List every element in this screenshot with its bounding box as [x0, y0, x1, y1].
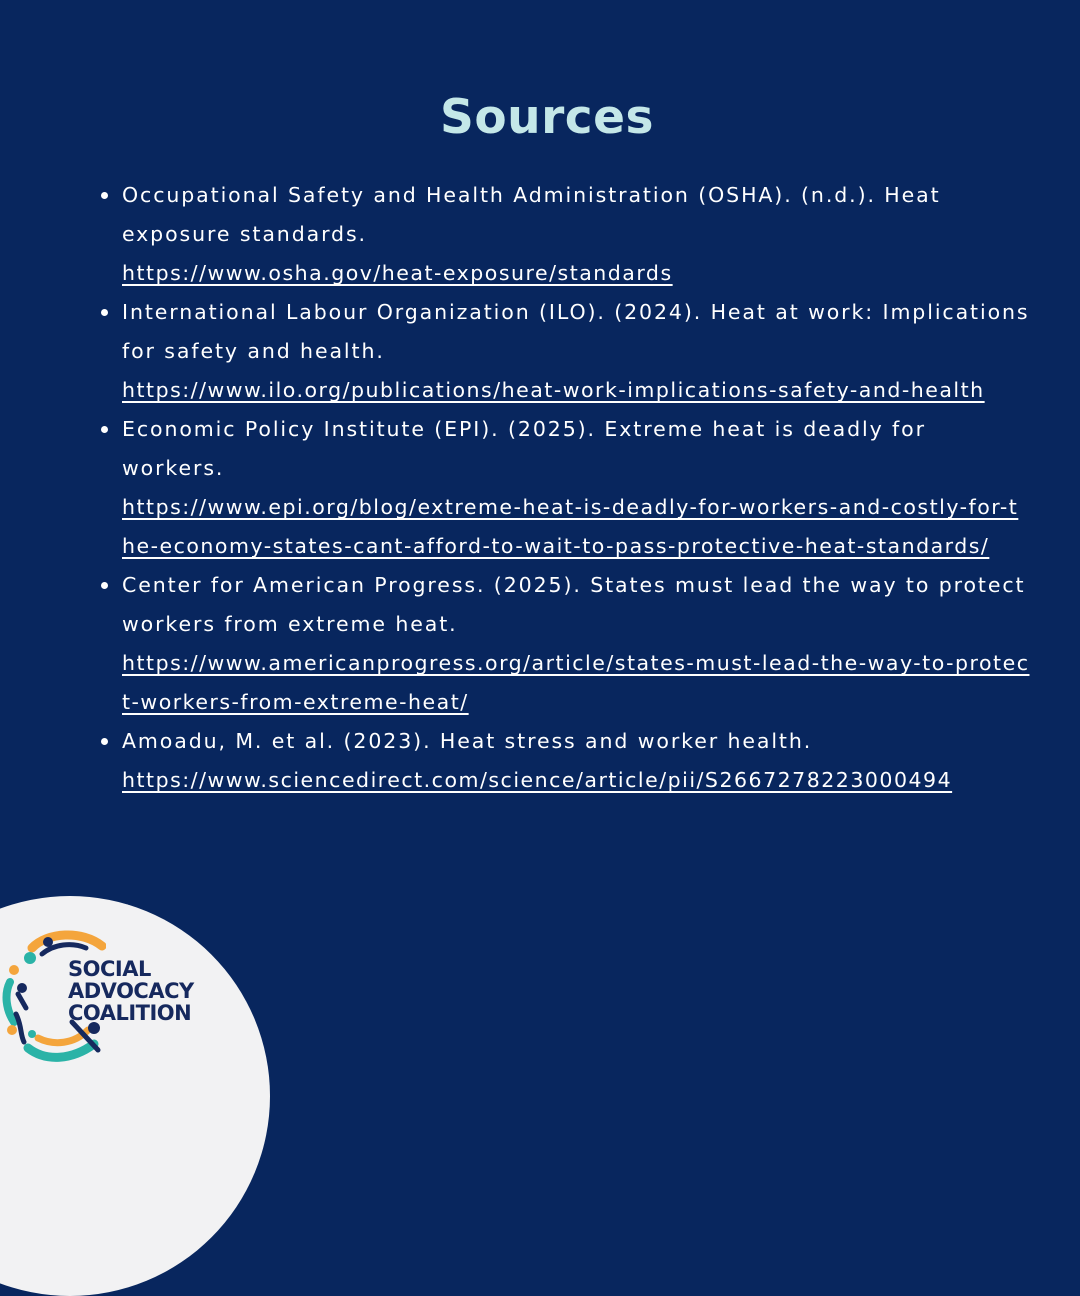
source-citation: Occupational Safety and Health Administration (OSHA). (n.d.). Heat exposure standards.	[122, 183, 941, 246]
source-link[interactable]: https://www.sciencedirect.com/science/article/pii/S2667278223000494	[122, 768, 953, 792]
logo-line-coalition: COALITION	[68, 1001, 192, 1025]
logo-line-social: SOCIAL	[68, 957, 151, 981]
source-item	[100, 722, 1030, 800]
source-item	[100, 176, 1030, 293]
page-title: Sources	[440, 90, 654, 145]
sources-list	[100, 176, 1030, 800]
source-link[interactable]: https://www.osha.gov/heat-exposure/standards	[122, 261, 673, 285]
source-link[interactable]: https://www.ilo.org/publications/heat-work-implications-safety-and-health	[122, 378, 985, 402]
bullet-icon	[101, 738, 108, 745]
bullet-icon	[101, 192, 108, 199]
source-item	[100, 410, 1030, 566]
source-citation: Center for American Progress. (2025). States must lead the way to protect workers from extreme heat.	[122, 573, 1026, 636]
bullet-icon	[101, 582, 108, 589]
source-link[interactable]: https://www.americanprogress.org/article/states-must-lead-the-way-to-protect-workers-from-extreme-heat/	[122, 651, 1030, 714]
source-link[interactable]: https://www.epi.org/blog/extreme-heat-is-deadly-for-workers-and-costly-for-the-economy-states-cant-afford-to-wait-to-pass-protective-heat-standards/	[122, 495, 1019, 558]
source-citation: Economic Policy Institute (EPI). (2025). Extreme heat is deadly for workers.	[122, 417, 926, 480]
source-citation: Amoadu, M. et al. (2023). Heat stress and worker health.	[122, 729, 813, 753]
source-item	[100, 566, 1030, 722]
bullet-icon	[101, 426, 108, 433]
bullet-icon	[101, 309, 108, 316]
logo-wordmark	[68, 958, 194, 1024]
source-citation: International Labour Organization (ILO). (2024). Heat at work: Implications for safety and health.	[122, 300, 1030, 363]
source-item	[100, 293, 1030, 410]
logo-line-advocacy: ADVOCACY	[68, 979, 194, 1003]
